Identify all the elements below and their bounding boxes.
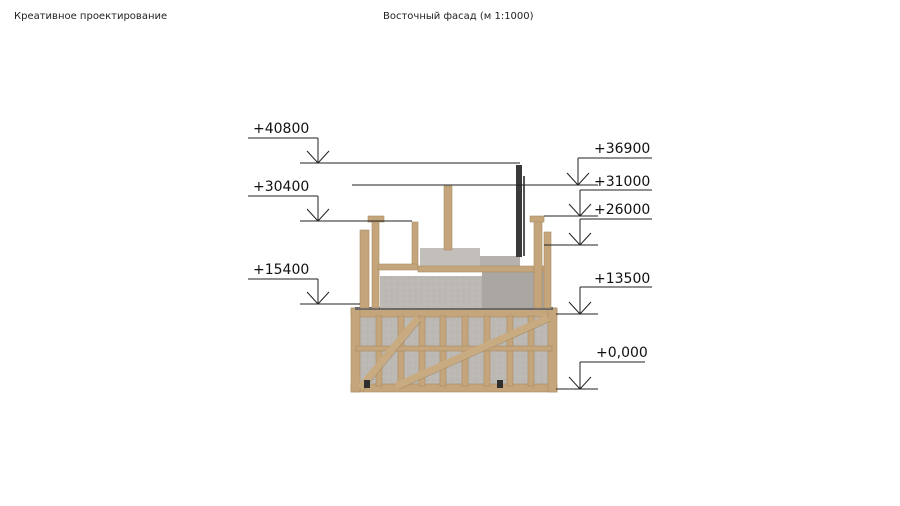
elevation-label: +31000 — [594, 174, 651, 190]
elevation-label: +40800 — [253, 121, 310, 137]
steel-mast — [516, 165, 522, 257]
left-mark-15400 — [248, 262, 360, 304]
elevation-label: +36900 — [594, 141, 651, 157]
left-mark-40800 — [248, 121, 520, 163]
elevation-label: +30400 — [253, 179, 310, 195]
elevation-label: +26000 — [594, 202, 651, 218]
right-mark-13500 — [556, 271, 652, 314]
building-elevation — [351, 165, 557, 392]
sheet-title: Восточный фасад (м 1:1000) — [383, 11, 534, 22]
base-pad — [497, 380, 503, 388]
base-pad — [364, 380, 370, 388]
elevation-label: +15400 — [253, 262, 310, 278]
elevation-label: +13500 — [594, 271, 651, 287]
elevation-label: +0,000 — [596, 345, 648, 361]
studio-name: Креативное проектирование — [14, 11, 168, 22]
upper-mass-left — [380, 276, 484, 308]
steel-mast-rod — [523, 176, 525, 256]
right-mark-26000 — [544, 202, 652, 245]
right-mark-0000 — [556, 345, 648, 389]
